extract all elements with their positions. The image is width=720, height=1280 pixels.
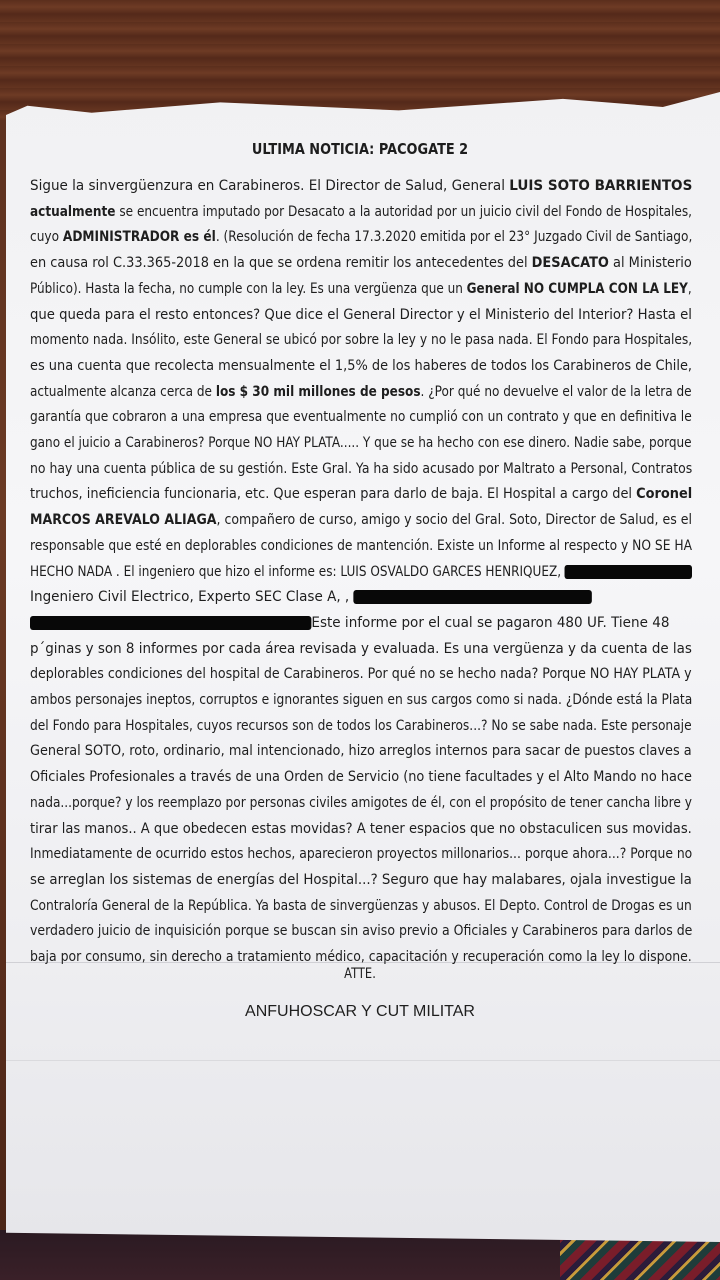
bold-text: DESACATO <box>531 255 609 272</box>
document-line <box>30 739 692 765</box>
document-line <box>30 791 692 817</box>
text-run: Público). Hasta la fecha, no cumple con la ley. Es una vergüenza que un <box>30 280 467 297</box>
signature-line: ANFUHOSCAR Y CUT MILITAR <box>245 1003 475 1020</box>
text-run: nada...porque? y los reemplazo por personas civiles amigotes de él, con el propósito de tener cancha libre y <box>30 794 692 811</box>
text-run: ambos personajes ineptos, corruptos e ignorantes siguen en sus cargos como si nada. ¿Dónde está la Plata <box>30 692 693 709</box>
text-run: truchos, ineficiencia funcionaria, etc. Que esperan para darlo de baja. El Hospital a cargo del <box>30 486 637 503</box>
text-run: actualmente alcanza cerca de <box>30 383 216 400</box>
text-run: verdadero juicio de inquisición porque se buscan sin aviso previo a Oficiales y Carabineros para darlos de <box>30 923 693 940</box>
document-line <box>30 894 692 920</box>
text-run: es una cuenta que recolecta mensualmente el 1,5% de los haberes de todos los Carabineros de Chile, <box>30 357 693 374</box>
document-body <box>30 174 720 971</box>
text-run: responsable que esté en deplorables condiciones de mantención. Existe un Informe al respecto y NO SE HA <box>30 537 692 554</box>
text-run: baja por consumo, sin derecho a tratamiento médico, capacitación y recuperación como la ley lo dispone. <box>30 949 692 966</box>
text-run: HECHO NADA . El ingeniero que hizo el informe es: LUIS OSVALDO GARCES HENRIQUEZ, <box>30 563 565 580</box>
document-line <box>30 817 692 843</box>
text-run: . ¿Por qué no devuelve el valor de la letra de <box>420 383 692 400</box>
redaction-bar <box>354 590 592 604</box>
document-line <box>30 868 692 894</box>
text-run: General SOTO, roto, ordinario, mal intencionado, hizo arreglos internos para sacar de puestos claves a <box>30 743 692 760</box>
document-line <box>30 251 692 277</box>
text-run: . (Resolución de fecha 17.3.2020 emitida por el 23° Juzgado Civil de Santiago, <box>215 229 693 246</box>
document-line <box>30 457 693 483</box>
text-run: se arreglan los sistemas de energías del Hospital...? Seguro que hay malabares, ojala investigue la <box>30 871 692 888</box>
document-line <box>30 174 692 200</box>
text-run: Oficiales Profesionales a través de una Orden de Servicio (no tiene facultades y el Alto Mando no hace <box>30 769 692 786</box>
document-line <box>30 611 692 637</box>
document-line <box>30 560 620 586</box>
document-line <box>30 714 692 740</box>
document-line <box>30 328 693 354</box>
bold-text: ADMINISTRADOR es él <box>62 229 216 246</box>
document-line <box>30 919 693 945</box>
redaction-bar <box>30 616 311 630</box>
document-line <box>30 380 692 406</box>
bold-text: General NO CUMPLA CON LA LEY <box>466 280 688 297</box>
text-run: Sigue la sinvergüenzura en Carabineros. El Director de Salud, General <box>30 178 510 194</box>
text-run: , compañero de curso, amigo y socio del Gral. Soto, Director de Salud, es el <box>216 512 692 529</box>
text-run: garantía que cobraron a una empresa que eventualmente no cumplió con un contrato y que en definitiva le <box>30 409 692 426</box>
document-line <box>30 200 693 226</box>
bold-text: LUIS SOTO BARRIENTOS <box>509 178 693 194</box>
document-line <box>30 431 692 457</box>
document-line <box>30 534 692 560</box>
text-run: Contraloría General de la República. Ya basta de sinvergüenzas y abusos. El Depto. Control de Drogas es un <box>30 897 692 914</box>
text-run: Este informe por el cual se pagaron 480 UF. Tiene 48 <box>311 614 670 631</box>
document-title: ULTIMA NOTICIA: PACOGATE 2 <box>251 140 469 158</box>
bold-text: los $ 30 mil millones de pesos <box>215 383 421 400</box>
text-run: al Ministerio <box>608 255 692 272</box>
document-line <box>30 277 692 303</box>
paper-fold-line-lower <box>6 1060 720 1061</box>
text-run: en causa rol C.33.365-2018 en la que se ordena remitir los antecedentes del <box>30 255 532 272</box>
text-run: cuyo <box>30 229 63 246</box>
document-line <box>30 765 692 791</box>
table-surface-top <box>0 0 720 120</box>
document-line <box>30 303 692 329</box>
document-line <box>30 585 692 611</box>
text-run: que queda para el resto entonces? Que dice el General Director y el Ministerio del Interior? Hasta el <box>30 306 692 323</box>
text-run: gano el juicio a Carabineros? Porque NO HAY PLATA..... Y que se ha hecho con ese dinero. Nadie sabe, porque <box>30 435 692 452</box>
text-run: del Fondo para Hospitales, cuyos recursos son de todos los Carabineros...? No se sabe nada. Este personaje <box>30 717 692 734</box>
document-line <box>30 225 693 251</box>
document-line <box>30 354 693 380</box>
text-run: Ingeniero Civil Electrico, Experto SEC Clase A, , <box>30 589 354 606</box>
document-line <box>30 405 692 431</box>
text-run: , <box>687 280 692 297</box>
document-line <box>30 637 692 663</box>
closing-atte: ATTE. <box>344 966 376 982</box>
document-line <box>30 688 693 714</box>
redaction-bar <box>565 565 692 579</box>
text-run: momento nada. Insólito, este General se ubicó por sobre la ley y no le pasa nada. El Fondo para Hospitales, <box>30 332 693 349</box>
document-line <box>30 842 693 868</box>
text-run: se encuentra imputado por Desacato a la autoridad por un juicio civil del Fondo de Hospitales, <box>115 203 693 220</box>
text-run: tirar las manos.. A que obedecen estas movidas? A tener espacios que no obstaculicen sus movidas. <box>30 820 692 837</box>
bold-text: actualmente <box>30 203 116 220</box>
text-run: p´ginas y son 8 informes por cada área revisada y evaluada. Es una vergüenza y da cuenta de las <box>30 640 692 657</box>
bold-text: Coronel <box>636 486 693 503</box>
text-run: no hay una cuenta pública de su gestión. Este Gral. Ya ha sido acusado por Maltrato a Personal, Contratos <box>30 460 693 477</box>
text-run: Inmediatamente de ocurrido estos hechos, aparecieron proyectos millonarios... porque ahora...? Porque no <box>30 846 693 863</box>
text-run: deplorables condiciones del hospital de Carabineros. Por qué no se hecho nada? Porque NO HAY PLATA y <box>30 666 692 683</box>
document-line <box>30 508 692 534</box>
document-line <box>30 482 693 508</box>
bold-text: MARCOS AREVALO ALIAGA <box>30 512 217 529</box>
document-line <box>30 662 692 688</box>
